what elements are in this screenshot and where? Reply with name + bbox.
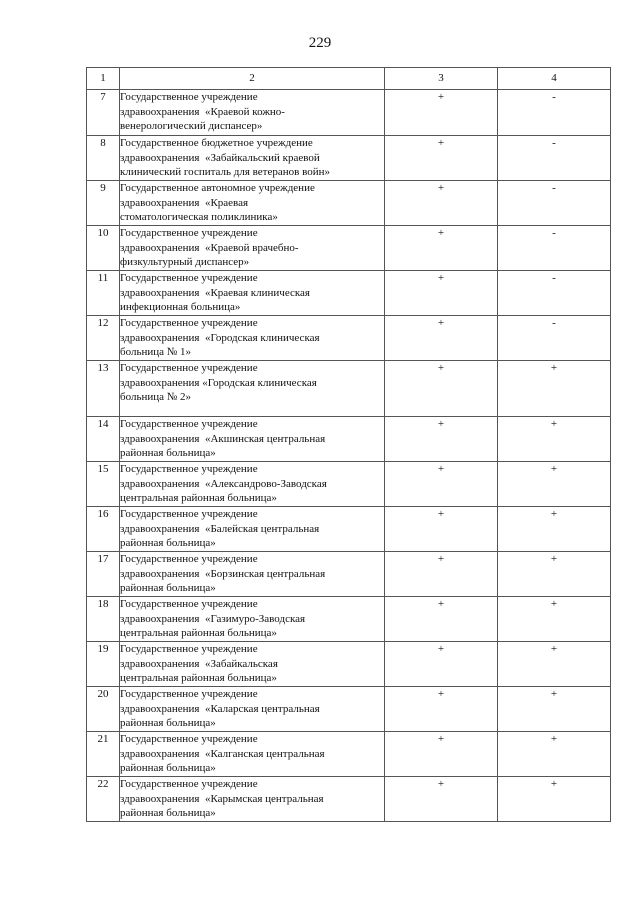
- institution-name-line: районная больница»: [120, 717, 216, 729]
- institution-name: [120, 462, 385, 507]
- table-row: [87, 226, 611, 271]
- column-3-mark: +: [385, 642, 498, 687]
- institution-name: [120, 417, 385, 462]
- institution-name-line: Государственное учреждение: [120, 418, 258, 430]
- institution-name-line: здравоохранения «Борзинская центральная: [120, 567, 326, 580]
- column-4-mark: +: [498, 732, 611, 777]
- institution-name-line: районная больница»: [120, 537, 216, 549]
- column-4-mark: +: [498, 777, 611, 822]
- institution-name-line: Государственное учреждение: [120, 317, 258, 329]
- header-cell-2: 2: [120, 68, 385, 90]
- institution-name: [120, 687, 385, 732]
- institution-name-line: Государственное учреждение: [120, 463, 258, 475]
- table-row: [87, 90, 611, 136]
- column-3-mark: +: [385, 271, 498, 316]
- column-4-mark: +: [498, 462, 611, 507]
- institution-name: [120, 597, 385, 642]
- institution-name: [120, 181, 385, 226]
- column-4-mark: +: [498, 361, 611, 417]
- column-4-mark: -: [498, 271, 611, 316]
- column-4-mark: -: [498, 316, 611, 361]
- institution-name-line: здравоохранения «Забайкальский краевой: [120, 151, 320, 164]
- table-row: [87, 136, 611, 181]
- institution-name: [120, 136, 385, 181]
- table-row: [87, 597, 611, 642]
- institution-name-line: здравоохранения «Краевая: [120, 196, 249, 209]
- column-3-mark: +: [385, 597, 498, 642]
- institution-name-line: Государственное учреждение: [120, 362, 258, 374]
- institution-name-line: здравоохранения «Краевая клиническая: [120, 286, 310, 299]
- column-4-mark: -: [498, 181, 611, 226]
- column-3-mark: +: [385, 90, 498, 136]
- column-4-mark: -: [498, 226, 611, 271]
- institution-name-line: Государственное учреждение: [120, 91, 258, 103]
- institution-name-line: Государственное автономное учреждение: [120, 182, 315, 194]
- institution-name-line: венерологический диспансер»: [120, 120, 263, 132]
- column-3-mark: +: [385, 226, 498, 271]
- table-row: [87, 552, 611, 597]
- institution-name-line: Государственное учреждение: [120, 227, 258, 239]
- institution-name-line: здравоохранения «Каларская центральная: [120, 702, 320, 715]
- column-4-mark: -: [498, 136, 611, 181]
- table-row: [87, 316, 611, 361]
- column-4-mark: +: [498, 642, 611, 687]
- institution-name: [120, 361, 385, 417]
- column-4-mark: +: [498, 417, 611, 462]
- page-number: 229: [308, 35, 332, 51]
- row-number: 13: [87, 361, 120, 417]
- institution-name-line: здравоохранения «Акшинская центральная: [120, 432, 326, 445]
- table-row: [87, 361, 611, 417]
- institution-name-line: Государственное учреждение: [120, 643, 258, 655]
- institution-name-line: физкультурный диспансер»: [120, 256, 250, 268]
- table-row: [87, 687, 611, 732]
- column-3-mark: +: [385, 417, 498, 462]
- column-3-mark: +: [385, 361, 498, 417]
- institution-name: [120, 552, 385, 597]
- table-row: [87, 462, 611, 507]
- column-3-mark: +: [385, 552, 498, 597]
- institution-name-line: здравоохранения «Забайкальская: [120, 657, 278, 670]
- institution-name-line: районная больница»: [120, 807, 216, 819]
- row-number: 7: [87, 90, 120, 136]
- institution-name-line: Государственное учреждение: [120, 508, 258, 520]
- institution-name: [120, 777, 385, 822]
- row-number: 17: [87, 552, 120, 597]
- institution-name-line: клинический госпиталь для ветеранов войн»: [120, 166, 330, 178]
- institution-name: [120, 316, 385, 361]
- institution-name-line: Государственное учреждение: [120, 778, 258, 790]
- institution-name-line: Государственное учреждение: [120, 553, 258, 565]
- institution-name-line: Государственное учреждение: [120, 733, 258, 745]
- column-3-mark: +: [385, 777, 498, 822]
- column-3-mark: +: [385, 507, 498, 552]
- institution-name-line: здравоохранения «Балейская центральная: [120, 522, 320, 535]
- header-cell-3: 3: [385, 68, 498, 90]
- column-4-mark: +: [498, 597, 611, 642]
- header-cell-1: 1: [87, 68, 120, 90]
- row-number: 11: [87, 271, 120, 316]
- institution-name-line: здравоохранения «Калганская центральная: [120, 747, 325, 760]
- institution-name-line: больница № 1»: [120, 346, 191, 358]
- institution-name: [120, 90, 385, 136]
- institution-name: [120, 642, 385, 687]
- institution-name-line: Государственное учреждение: [120, 598, 258, 610]
- institution-name-line: здравоохранения «Краевой кожно-: [120, 105, 285, 118]
- institution-name: [120, 732, 385, 777]
- row-number: 14: [87, 417, 120, 462]
- institution-name: [120, 226, 385, 271]
- institution-name-line: Государственное учреждение: [120, 688, 258, 700]
- institution-name-line: больница № 2»: [120, 391, 191, 403]
- column-4-mark: -: [498, 90, 611, 136]
- row-number: 22: [87, 777, 120, 822]
- row-number: 10: [87, 226, 120, 271]
- table-row: [87, 777, 611, 822]
- row-number: 18: [87, 597, 120, 642]
- institution-name-line: центральная районная больница»: [120, 627, 277, 639]
- institution-name-line: центральная районная больница»: [120, 492, 277, 504]
- row-number: 20: [87, 687, 120, 732]
- column-3-mark: +: [385, 316, 498, 361]
- column-3-mark: +: [385, 136, 498, 181]
- table-row: [87, 732, 611, 777]
- institution-name-line: Государственное учреждение: [120, 272, 258, 284]
- institution-name-line: районная больница»: [120, 762, 216, 774]
- row-number: 12: [87, 316, 120, 361]
- table-row: [87, 181, 611, 226]
- institution-name-line: здравоохранения «Городская клиническая: [120, 331, 320, 344]
- column-3-mark: +: [385, 687, 498, 732]
- institution-name-line: здравоохранения «Краевой врачебно-: [120, 241, 299, 254]
- institution-name-line: районная больница»: [120, 447, 216, 459]
- table-row: [87, 271, 611, 316]
- institution-name-line: стоматологическая поликлиника»: [120, 211, 278, 223]
- institution-name-line: здравоохранения «Александрово-Заводская: [120, 477, 327, 490]
- institution-name-line: здравоохранения «Карымская центральная: [120, 792, 324, 805]
- institutions-table: [86, 67, 611, 822]
- institution-name-line: здравоохранения «Газимуро-Заводская: [120, 612, 306, 625]
- institution-name: [120, 507, 385, 552]
- institution-name-line: инфекционная больница»: [120, 301, 241, 313]
- institution-name: [120, 271, 385, 316]
- column-4-mark: +: [498, 687, 611, 732]
- institution-name-line: центральная районная больница»: [120, 672, 277, 684]
- column-3-mark: +: [385, 732, 498, 777]
- row-number: 16: [87, 507, 120, 552]
- row-number: 9: [87, 181, 120, 226]
- institution-name-line: районная больница»: [120, 582, 216, 594]
- column-4-mark: +: [498, 552, 611, 597]
- column-3-mark: +: [385, 181, 498, 226]
- row-number: 21: [87, 732, 120, 777]
- row-number: 19: [87, 642, 120, 687]
- header-cell-4: 4: [498, 68, 611, 90]
- row-number: 15: [87, 462, 120, 507]
- table-row: [87, 642, 611, 687]
- row-number: 8: [87, 136, 120, 181]
- table-row: [87, 507, 611, 552]
- institution-name-line: здравоохранения «Городская клиническая: [120, 376, 317, 389]
- institution-name-line: Государственное бюджетное учреждение: [120, 137, 313, 149]
- table-header-row: [87, 68, 611, 90]
- column-3-mark: +: [385, 462, 498, 507]
- table-row: [87, 417, 611, 462]
- column-4-mark: +: [498, 507, 611, 552]
